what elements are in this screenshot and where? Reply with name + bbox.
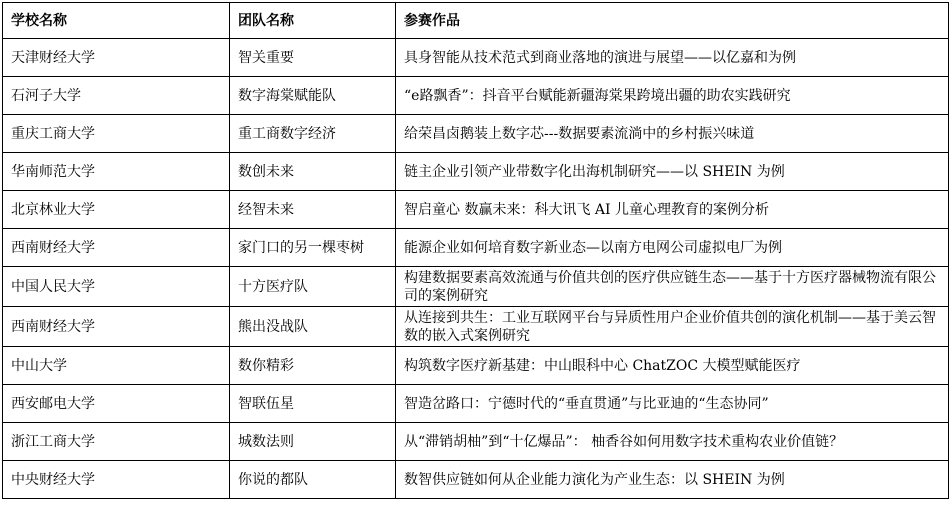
school-cell: 中央财经大学 bbox=[3, 461, 230, 499]
school-cell: 西南财经大学 bbox=[3, 307, 230, 347]
work-cell: 智造岔路口：宁德时代的“垂直贯通”与比亚迪的“生态协同” bbox=[396, 385, 949, 423]
team-cell: 熊出没战队 bbox=[230, 307, 396, 347]
work-cell: 构建数据要素高效流通与价值共创的医疗供应链生态——基于十方医疗器械物流有限公司的案例研究 bbox=[396, 267, 949, 307]
work-cell: 数智供应链如何从企业能力演化为产业生态：以 SHEIN 为例 bbox=[396, 461, 949, 499]
table-row bbox=[3, 39, 949, 77]
school-cell: 浙江工商大学 bbox=[3, 423, 230, 461]
team-cell: 十方医疗队 bbox=[230, 267, 396, 307]
work-cell: 智启童心 数赢未来：科大讯飞 AI 儿童心理教育的案例分析 bbox=[396, 191, 949, 229]
team-cell: 智关重要 bbox=[230, 39, 396, 77]
header-work: 参赛作品 bbox=[396, 3, 949, 39]
table-row bbox=[3, 423, 949, 461]
school-cell: 中国人民大学 bbox=[3, 267, 230, 307]
school-cell: 西安邮电大学 bbox=[3, 385, 230, 423]
work-cell: “e路飘香”：抖音平台赋能新疆海棠果跨境出疆的助农实践研究 bbox=[396, 77, 949, 115]
table-row bbox=[3, 77, 949, 115]
table-row bbox=[3, 229, 949, 267]
table-row bbox=[3, 307, 949, 347]
team-cell: 经智未来 bbox=[230, 191, 396, 229]
school-cell: 重庆工商大学 bbox=[3, 115, 230, 153]
team-cell: 你说的都队 bbox=[230, 461, 396, 499]
work-cell: 链主企业引领产业带数字化出海机制研究——以 SHEIN 为例 bbox=[396, 153, 949, 191]
table-row bbox=[3, 347, 949, 385]
team-cell: 数字海棠赋能队 bbox=[230, 77, 396, 115]
work-cell: 给荣昌卤鹅装上数字芯---数据要素流淌中的乡村振兴味道 bbox=[396, 115, 949, 153]
table-row bbox=[3, 461, 949, 499]
work-cell: 具身智能从技术范式到商业落地的演进与展望——以亿嘉和为例 bbox=[396, 39, 949, 77]
team-cell: 家门口的另一棵枣树 bbox=[230, 229, 396, 267]
team-cell: 重工商数字经济 bbox=[230, 115, 396, 153]
team-cell: 数创未来 bbox=[230, 153, 396, 191]
school-cell: 北京林业大学 bbox=[3, 191, 230, 229]
entries-table bbox=[2, 2, 949, 499]
school-cell: 中山大学 bbox=[3, 347, 230, 385]
header-team: 团队名称 bbox=[230, 3, 396, 39]
school-cell: 西南财经大学 bbox=[3, 229, 230, 267]
table-row bbox=[3, 115, 949, 153]
team-cell: 智联伍星 bbox=[230, 385, 396, 423]
table-row bbox=[3, 191, 949, 229]
table-row bbox=[3, 267, 949, 307]
header-row bbox=[3, 3, 949, 39]
school-cell: 天津财经大学 bbox=[3, 39, 230, 77]
work-cell: 从连接到共生：工业互联网平台与异质性用户企业价值共创的演化机制——基于美云智数的嵌入式案例研究 bbox=[396, 307, 949, 347]
header-school: 学校名称 bbox=[3, 3, 230, 39]
team-cell: 城数法则 bbox=[230, 423, 396, 461]
table-row bbox=[3, 385, 949, 423]
work-cell: 构筑数字医疗新基建：中山眼科中心 ChatZOC 大模型赋能医疗 bbox=[396, 347, 949, 385]
work-cell: 能源企业如何培育数字新业态—以南方电网公司虚拟电厂为例 bbox=[396, 229, 949, 267]
school-cell: 石河子大学 bbox=[3, 77, 230, 115]
work-cell: 从“滞销胡柚”到“十亿爆品”： 柚香谷如何用数字技术重构农业价值链？ bbox=[396, 423, 949, 461]
team-cell: 数你精彩 bbox=[230, 347, 396, 385]
school-cell: 华南师范大学 bbox=[3, 153, 230, 191]
table-row bbox=[3, 153, 949, 191]
